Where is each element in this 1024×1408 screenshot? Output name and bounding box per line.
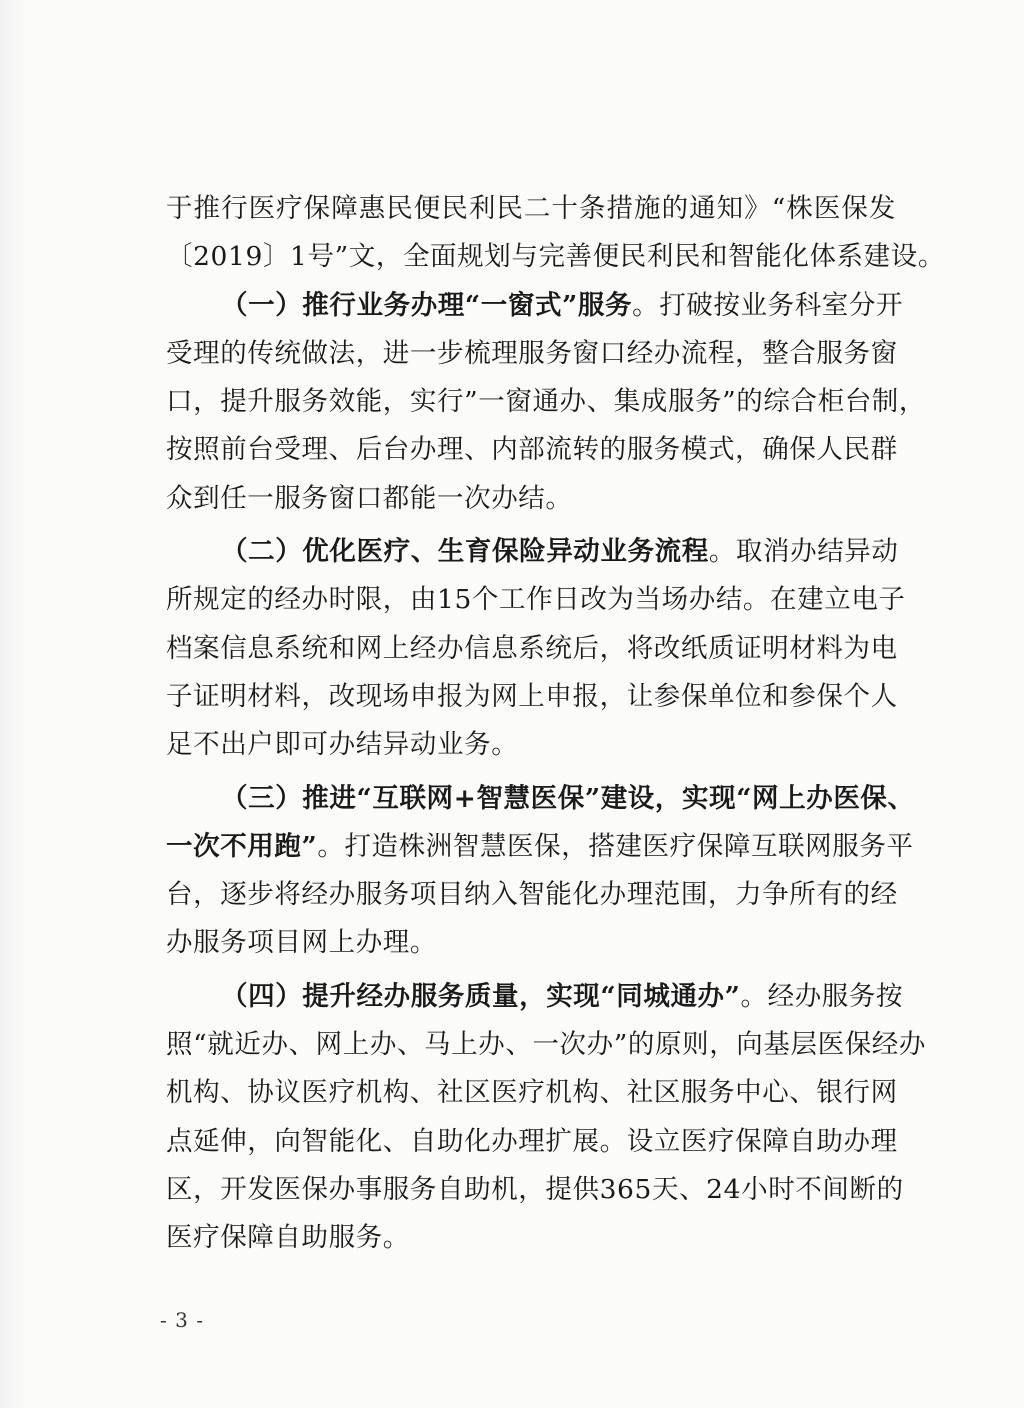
text-line: 按照前台受理、后台办理、内部流转的服务模式，确保人民群: [166, 434, 898, 466]
section-4-heading-line: [166, 973, 904, 1021]
section-2-heading-line: [166, 528, 899, 576]
text-line: 照“就近办、网上办、马上办、一次办”的原则，向基层医保经办: [166, 1029, 926, 1061]
section-2-heading: （二）优化医疗、生育保险异动业务流程: [221, 536, 709, 568]
section-1-heading-line: [166, 282, 904, 330]
section-3-heading-line: [166, 775, 915, 823]
section-3-heading-cont: 一次不用跑”: [166, 830, 318, 862]
text-line: 台，逐步将经办服务项目纳入智能化办理范围，力争所有的经: [166, 879, 898, 911]
text-line: 足不出户即可办结异动业务。: [166, 729, 519, 761]
text-run: 。取消办结异动: [708, 536, 899, 568]
text-line: 〔2019〕1号”文，全面规划与完善便民利民和智能化体系建设。: [166, 241, 945, 273]
section-3-heading-line-2: [166, 823, 914, 871]
text-line: 办服务项目网上办理。: [166, 927, 437, 959]
text-line: 档案信息系统和网上经办信息系统后，将改纸质证明材料为电: [166, 632, 898, 664]
text-line: 机构、协议医疗机构、社区医疗机构、社区服务中心、银行网: [166, 1077, 898, 1109]
text-run: 。打破按业务科室分开: [632, 289, 904, 321]
text-line: 于推行医疗保障惠民便民利民二十条措施的通知》“株医保发: [166, 193, 896, 224]
text-line: 子证明材料，改现场申报为网上申报，让参保单位和参保个人: [166, 680, 898, 712]
section-3-heading: （三）推进“互联网+智慧医保”建设，实现“网上办医保、: [221, 782, 915, 814]
text-line: 区，开发医保办事服务自助机，提供365天、24小时不间断的: [166, 1173, 904, 1205]
text-run: 。经办服务按: [740, 980, 904, 1012]
section-4-heading: （四）提升经办服务质量，实现“同城通办”: [221, 980, 741, 1012]
body-text: [166, 185, 945, 1263]
text-line: 所规定的经办时限，由15个工作日改为当场办结。在建立电子: [166, 584, 906, 616]
text-run: 。打造株洲智慧医保，搭建医疗保障互联网服务平: [317, 830, 914, 862]
text-line: 点延伸，向智能化、自助化办理扩展。设立医疗保障自助办理: [166, 1125, 898, 1157]
page-number: - 3 -: [160, 1308, 204, 1332]
text-line: 众到任一服务窗口都能一次办结。: [166, 482, 573, 514]
text-line: 受理的传统做法，进一步梳理服务窗口经办流程，整合服务窗: [166, 337, 898, 369]
text-line: 口，提升服务效能，实行”一窗通办、集成服务”的综合柜台制，: [166, 386, 926, 418]
section-1-heading: （一）推行业务办理“一窗式”服务: [221, 289, 633, 321]
text-line: 医疗保障自助服务。: [166, 1222, 410, 1254]
scan-shadow: [0, 0, 26, 1408]
